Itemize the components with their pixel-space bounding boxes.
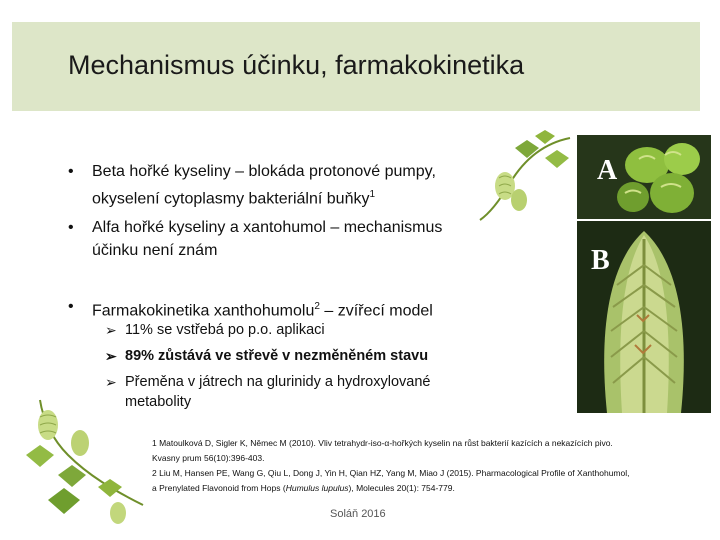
footnote-ref: 2 xyxy=(314,301,320,312)
bullet-item xyxy=(62,216,532,262)
figure-label-b: B xyxy=(591,245,610,276)
sub-bullet-item xyxy=(105,372,485,412)
bullet-text: Beta hořké kyseliny – blokáda protonové pumpy, xyxy=(92,163,436,180)
sub-bullet-item xyxy=(105,320,485,340)
arrow-icon: ➢ xyxy=(105,348,117,364)
reference-text: a Prenylated Flavonoid from Hops ( xyxy=(152,483,286,493)
reference-line: Kvasny prum 56(10):396-403. xyxy=(152,453,265,463)
reference-line xyxy=(152,481,692,496)
arrow-icon: ➢ xyxy=(105,322,117,338)
bullet-item xyxy=(62,160,532,210)
sub-bullet-text: Přeměna v játrech na glurinidy a hydroxylované xyxy=(125,374,431,390)
figure-label-a: A xyxy=(597,155,618,186)
sub-bullet-list xyxy=(105,320,485,418)
references xyxy=(152,436,692,496)
bullet-text: Farmakokinetika xanthohumolu xyxy=(92,302,315,320)
arrow-icon: ➢ xyxy=(105,374,117,390)
footnote-ref: 1 xyxy=(369,189,376,200)
reference-text: ), Molecules 20(1): 754-779. xyxy=(348,483,455,493)
bullet-item xyxy=(62,295,532,322)
hop-photo xyxy=(577,135,711,413)
sub-bullet-text: 11% se vstřebá po p.o. aplikaci xyxy=(125,322,325,338)
bullet-dot: • xyxy=(68,298,74,315)
reference-species: Humulus lupulus xyxy=(285,483,349,493)
bullet-text: Alfa hořké kyseliny a xantohumol – mechanismus xyxy=(92,219,443,236)
bullet-text: účinku není znám xyxy=(92,242,218,259)
footer-text: Soláň 2016 xyxy=(330,508,386,520)
sub-bullet-text: metabolity xyxy=(125,394,192,410)
bullet-text: okyselení cytoplasmy bakteriální buňky xyxy=(92,190,370,208)
bullet-dot: • xyxy=(68,163,74,180)
bullet-text: – zvířecí model xyxy=(319,302,433,320)
bullet-dot: • xyxy=(68,219,74,236)
slide-title: Mechanismus účinku, farmakokinetika xyxy=(68,50,525,80)
reference-line: 1 Matoulková D, Sigler K, Němec M (2010). Vliv tetrahydr-iso-α-hořkých kyselin na růst bakterií kazících a nekazících pivo. xyxy=(152,438,613,448)
sub-bullet-item xyxy=(105,346,485,366)
sub-bullet-text: 89% zůstává ve střevě v nezměněném stavu xyxy=(125,348,429,364)
hop-vine-top-icon xyxy=(475,128,575,223)
hop-vine-bottom-icon xyxy=(18,395,153,535)
reference-line: 2 Liu M, Hansen PE, Wang G, Qiu L, Dong J, Yin H, Qian HZ, Yang M, Miao J (2015). Pharmacological Profile of Xanthohumol, xyxy=(152,468,630,478)
